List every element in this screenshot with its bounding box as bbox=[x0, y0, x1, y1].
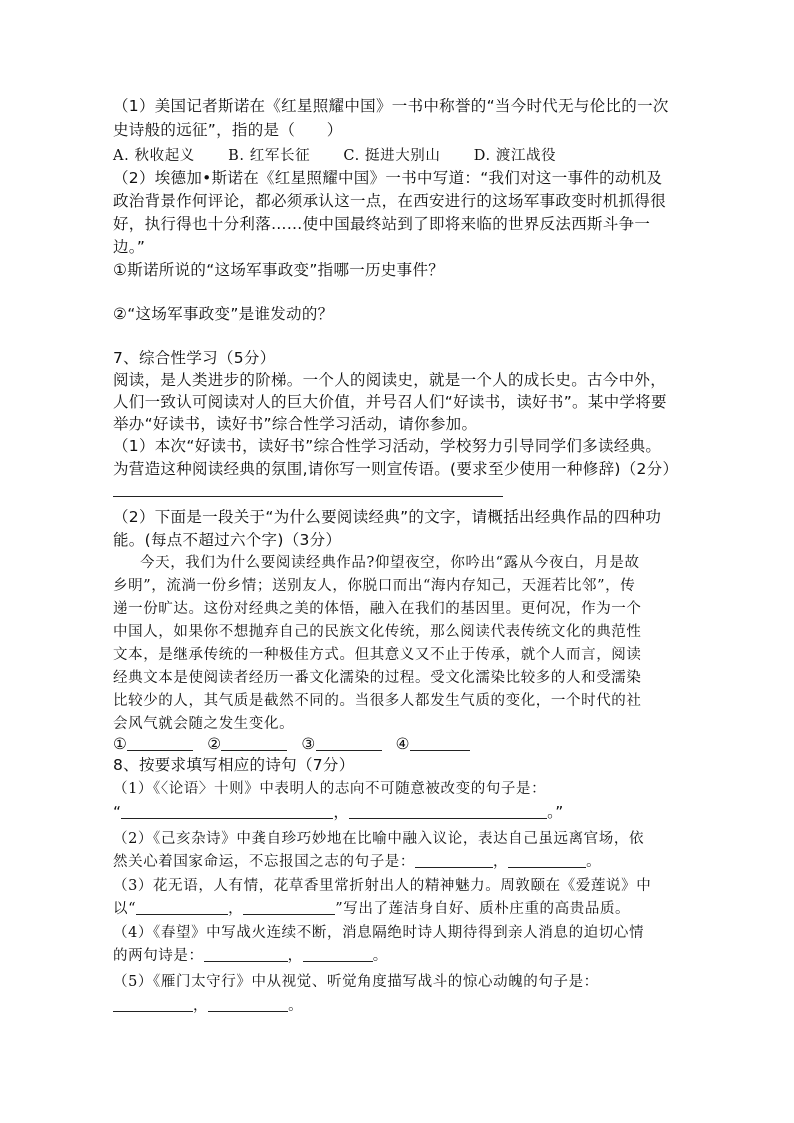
poem-blank-2a[interactable] bbox=[415, 852, 493, 868]
q8-item2-line2 bbox=[113, 852, 601, 872]
q8-item5-line2 bbox=[113, 996, 303, 1016]
q7-answer-row bbox=[113, 734, 470, 754]
q7-part1-line1: （1）本次“好读书，读好书”综合性学习活动，学校努力引导同学们多读经典。 bbox=[113, 437, 662, 455]
q8-item1: （1）《〈论语〉十则》中表明人的志向不可随意被改变的句子是： bbox=[113, 781, 547, 797]
q6-part2-line1: （2）埃德加•斯诺在《红星照耀中国》一书中写道：“我们对这一事件的动机及 bbox=[113, 169, 663, 187]
q6-part1-line2: 史诗般的远征”，指的是（ ） bbox=[113, 121, 343, 139]
poem-blank-4a[interactable] bbox=[204, 946, 288, 962]
passage-line-2: 乡明”，流淌一份乡情；送别友人，你脱口而出“海内存知己，天涯若比邻”，传 bbox=[113, 578, 636, 594]
passage-line-7: 比较少的人，其气质是截然不同的。当很多人都发生气质的变化，一个时代的社 bbox=[113, 693, 642, 709]
option-b: B. 红军长征 bbox=[228, 148, 311, 164]
period-mark: 。 bbox=[372, 948, 388, 964]
option-a: A. 秋收起义 bbox=[113, 148, 195, 164]
period-mark: 。 bbox=[288, 998, 304, 1014]
q6-sub-question-2: ②“这场军事政变”是谁发动的？ bbox=[113, 305, 334, 323]
poem-blank-3a[interactable] bbox=[136, 899, 228, 915]
q7-intro-line2: 人们一致认可阅读对人的巨大价值，并号召人们“好读书，读好书”。某中学将要 bbox=[113, 393, 667, 411]
poem-blank-5b[interactable] bbox=[208, 996, 288, 1012]
open-quote: “ bbox=[113, 803, 122, 821]
answer-marker-3: ③ bbox=[301, 735, 316, 753]
q6-sub-question-1: ①斯诺所说的“这场军事政变”指哪一历史事件？ bbox=[113, 261, 445, 279]
q7-part1-line2: 为营造这种阅读经典的氛围,请你写一则宣传语。(要求至少使用一种修辞)（2分） bbox=[113, 460, 679, 478]
q6-part2-line4: 边。” bbox=[113, 238, 146, 256]
passage-line-8: 会风气就会随之发生变化。 bbox=[113, 716, 295, 732]
option-d: D. 渡江战役 bbox=[473, 148, 557, 164]
q8-item5-line1: （5）《雁门太守行》中从视觉、听觉角度描写战斗的惊心动魄的句子是： bbox=[113, 974, 599, 990]
poem-blank-3b[interactable] bbox=[243, 899, 335, 915]
q8-title: 8、按要求填写相应的诗句（7分） bbox=[113, 756, 355, 774]
answer-blank-1[interactable] bbox=[127, 735, 193, 751]
q8-item3-line1: （3）花无语，人有情，花草香里常折射出人的精神魅力。周敦颐在《爱莲说》中 bbox=[113, 878, 652, 894]
poem-blank-4b[interactable] bbox=[303, 946, 373, 962]
comma-mark: ， bbox=[333, 803, 350, 821]
q6-part1-line1: （1）美国记者斯诺在《红星照耀中国》一书中称誉的“当今时代无与伦比的一次 bbox=[113, 97, 669, 115]
q8-item3-prefix: 以“ bbox=[113, 901, 137, 917]
answer-blank-3[interactable] bbox=[316, 735, 382, 751]
q7-title: 7、综合性学习（5分） bbox=[113, 349, 276, 367]
q8-item4-line2 bbox=[113, 946, 388, 966]
q7-intro-line3: 举办“好读书，读好书”综合性学习活动，请你参加。 bbox=[113, 415, 478, 433]
q6-part2-line3: 好，执行得也十分利落……使中国最终站到了即将来临的世界反法西斯斗争一 bbox=[113, 215, 651, 233]
comma-mark: ， bbox=[493, 854, 509, 870]
answer-blank-2[interactable] bbox=[221, 735, 287, 751]
q7-part2-line1: （2）下面是一段关于“为什么要阅读经典”的文字，请概括出经典作品的四种功 bbox=[113, 508, 662, 526]
option-c: C. 挺进大别山 bbox=[343, 148, 441, 164]
passage-line-5: 文本，是继承传统的一种极佳方式。但其意义又不止于传承，就个人而言，阅读 bbox=[113, 647, 642, 663]
poem-blank-1a[interactable] bbox=[121, 803, 333, 819]
comma-mark: ， bbox=[228, 901, 244, 917]
passage-line-4: 中国人，如果你不想抛弃自己的民族文化传统，那么阅读代表传统文化的典范性 bbox=[113, 624, 642, 640]
q8-item4-line1: （4）《春望》中写战火连续不断，消息隔绝时诗人期待得到亲人消息的迫切心情 bbox=[113, 925, 645, 941]
poem-blank-5a[interactable] bbox=[113, 996, 193, 1012]
q6-options bbox=[113, 146, 584, 166]
close-quote: 。” bbox=[547, 803, 564, 821]
q8-item2-prompt: 然关心着国家命运，不忘报国之志的句子是： bbox=[113, 854, 415, 870]
q7-part2-line2: 能。(每点不超过六个字)（3分） bbox=[113, 531, 342, 549]
q8-item4-prompt: 的两句诗是： bbox=[113, 948, 204, 964]
q7-intro-line1: 阅读，是人类进步的阶梯。一个人的阅读史，就是一个人的成长史。古今中外， bbox=[113, 371, 667, 389]
answer-marker-2: ② bbox=[207, 735, 222, 753]
answer-marker-1: ① bbox=[113, 735, 128, 753]
q8-item3-line2 bbox=[113, 899, 630, 919]
answer-marker-4: ④ bbox=[395, 735, 410, 753]
passage-line-1: 今天，我们为什么要阅读经典作品?仰望夜空，你吟出“露从今夜白，月是故 bbox=[140, 555, 640, 571]
q8-item2-line1: （2）《己亥杂诗》中龚自珍巧妙地在比喻中融入议论，表达自己虽远离官场，依 bbox=[113, 831, 645, 847]
answer-blank-4[interactable] bbox=[410, 735, 470, 751]
q8-item3-suffix: ”写出了莲洁身自好、质朴庄重的高贵品质。 bbox=[335, 901, 631, 917]
comma-mark: ， bbox=[193, 998, 209, 1014]
poem-blank-1b[interactable] bbox=[349, 803, 547, 819]
period-mark: 。 bbox=[586, 854, 602, 870]
passage-line-3: 递一份旷达。这份对经典之美的体悟，融入在我们的基因里。更何况，作为一个 bbox=[113, 601, 642, 617]
q6-part2-line2: 政治背景作何评论，都必须承认这一点，在西安进行的这场军事政变时机抓得很 bbox=[113, 192, 667, 210]
poem-blank-2b[interactable] bbox=[508, 852, 586, 868]
slogan-answer-line[interactable] bbox=[113, 496, 503, 497]
q8-item1-blanks bbox=[113, 802, 564, 822]
comma-mark: ， bbox=[287, 948, 303, 964]
passage-line-6: 经典文本是使阅读者经历一番文化濡染的过程。受文化濡染比较多的人和受濡染 bbox=[113, 670, 642, 686]
